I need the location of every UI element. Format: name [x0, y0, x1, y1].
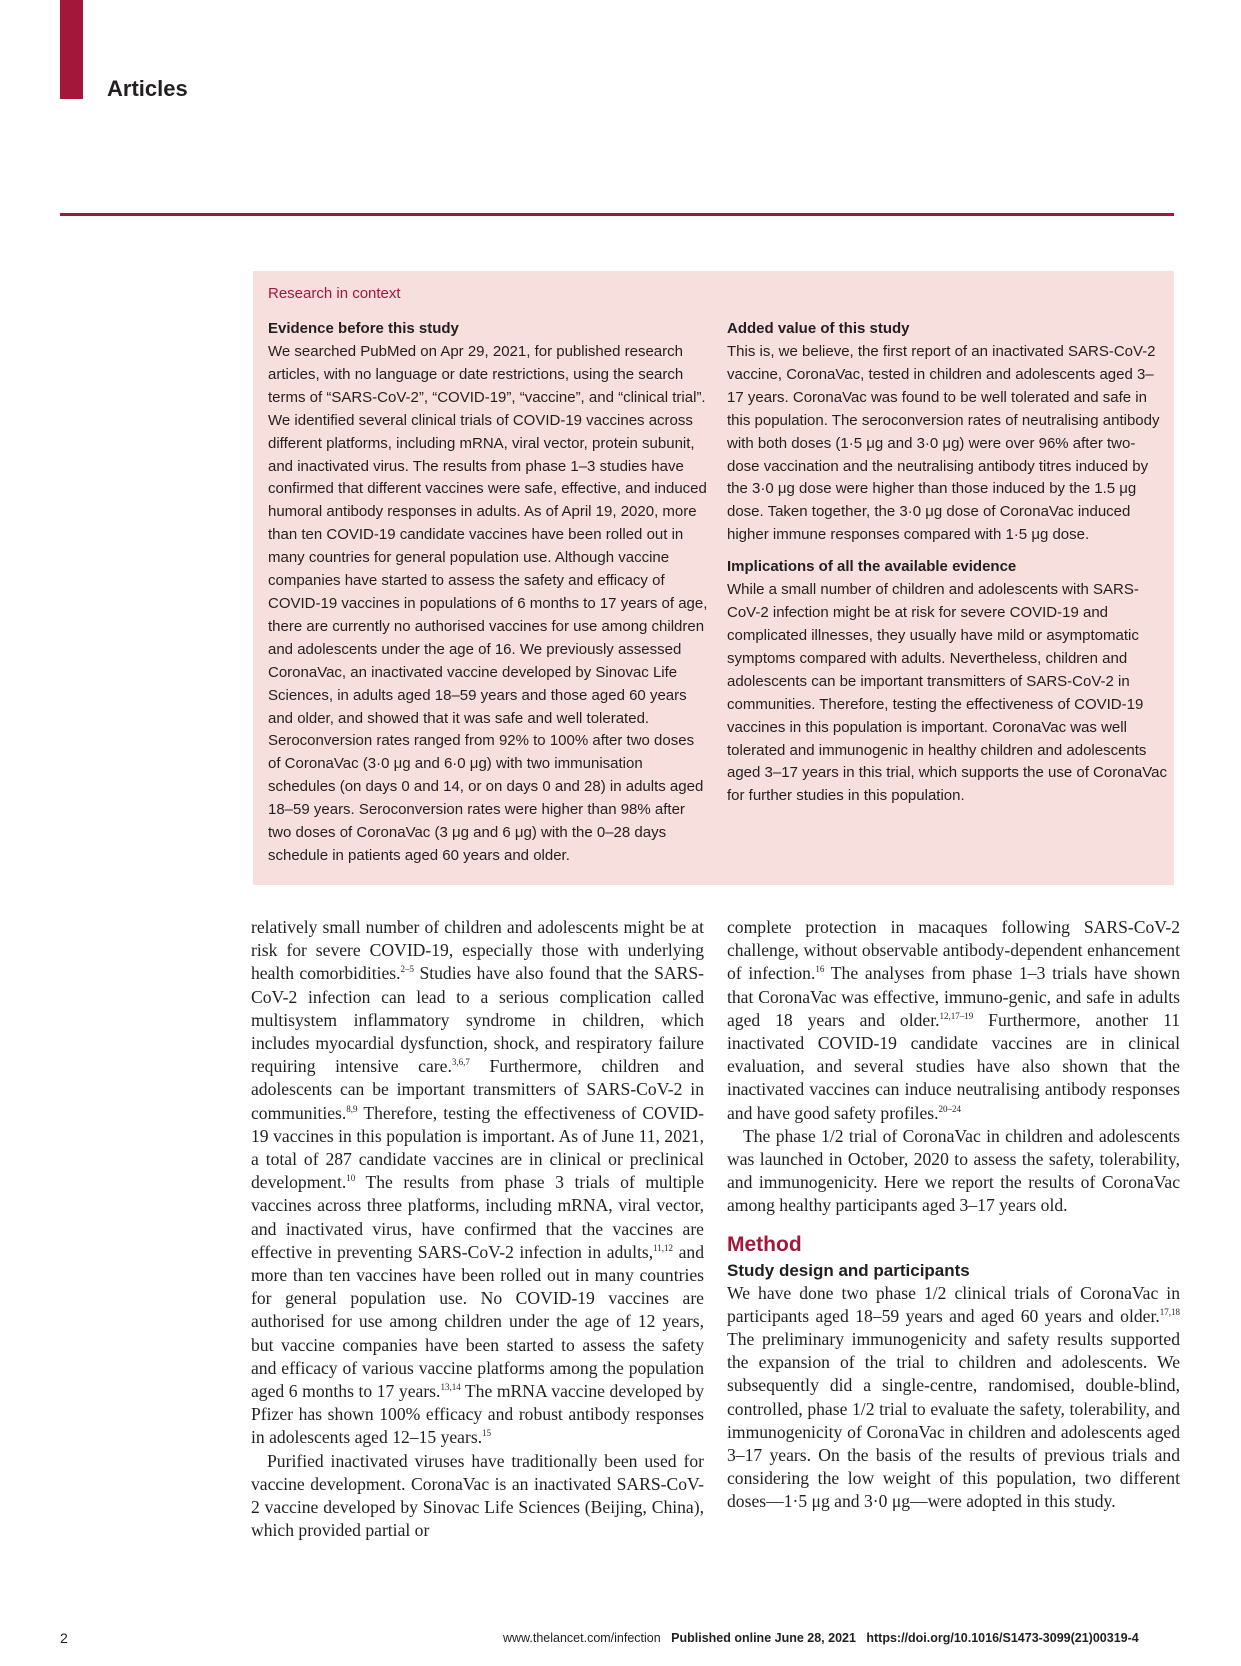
section-label: Articles — [107, 76, 188, 101]
added-value-column — [727, 319, 1167, 817]
implications-heading: Implications of all the available evidence — [727, 558, 1017, 576]
implications-text: While a small number of children and adolescents with SARS-CoV-2 infection might be at risk for severe COVID-19 and complicated illnesses, they usually have mild or asymptomatic symptoms compared with adults. Nevertheless, children and adolescents can be important transmitters of SARS-CoV-2 in communities. Therefore, testing the effectiveness of COVID-19 vaccines in this population is important. CoronaVac was well tolerated and immunogenic in healthy children and adolescents aged 3–17 years in this trial, which supports the use of CoronaVac for further studies in this population. — [727, 581, 1167, 805]
reference[interactable]: 15 — [482, 1428, 492, 1439]
reference[interactable]: 13,14 — [440, 1382, 461, 1393]
body-paragraph: The phase 1/2 trial of CoronaVac in children and adolescents was launched in October, 2020 to assess the safety, tolerability, and immunogenicity. Here we report the results of CoronaVac among healthy participants aged 3–17 years old. — [727, 1125, 1180, 1216]
header-rule — [60, 213, 1174, 216]
body-left-column — [251, 916, 704, 1542]
body-paragraph: relatively small number of children and adolescents might be at risk for severe COVID-19, especially those with underlying health comorbidities.$^{2-5}$ Studies have also found that the SARS-CoV-2 infection can lead to a serious complication called multisystem inflammatory syndrome in children, which includes myocardial dysfunction, shock, and respiratory failure requiring intensive care.$^{3,6,7}$ Furthermore, children and adolescents can be important transmitters of SARS-CoV-2 in communities.$^{8,9}$ Therefore, testing the effectiveness of COVID-19 vaccines in this population is important. As of June 11, 2021, a total of 287 candidate vaccines are in clinical or preclinical development.$^{10}$ The results from phase 3 trials of multiple vaccines across three platforms, including mRNA, viral vector, and inactivated virus, have confirmed that the vaccines are effective in preventing SARS-CoV-2 infection in adults,$^{11,12}$ and more than ten vaccines have been rolled out in many countries for general population use. No COVID-19 vaccines are authorised for use among children under the age of 12 years, but vaccine companies have been started to assess the safety and efficacy of various vaccine platforms among the population aged 6 months to 17 years.$^{13,14}$ The mRNA vaccine developed by Pfizer has shown 100% efficacy and robust antibody responses in adolescents aged 12–15 years.$^{15}$ — [251, 917, 705, 1448]
study-design-subheading: Study design and participants — [727, 1260, 970, 1280]
evidence-heading: Evidence before this study — [268, 320, 459, 337]
reference[interactable]: 2–5 — [400, 964, 415, 975]
body-paragraph: We have done two phase 1/2 clinical trials of CoronaVac in participants aged 18–59 years and aged 60 years and older.$^{17,18}$ The preliminary immunogenicity and safety results supported the expansion of the trial to children and adolescents. We subsequently did a single-centre, randomised, double-blind, controlled, phase 1/2 trial to evaluate the safety, tolerability, and immunogenicity of CoronaVac in children and adolescents aged 3–17 years. On the basis of the results of previous trials and considering the low weight of this population, two different doses—1·5 μg and 3·0 μg—were adopted in this study. — [727, 1282, 1180, 1512]
reference[interactable]: 3,6,7 — [451, 1057, 470, 1068]
added-value-heading: Added value of this study — [727, 320, 910, 337]
reference[interactable]: 16 — [815, 964, 825, 975]
reference[interactable]: 17,18 — [1159, 1306, 1180, 1317]
section-color-tab — [60, 0, 83, 99]
page-number: 2 — [60, 1630, 68, 1646]
doi-link[interactable]: https://doi.org/10.1016/S1473-3099(21)00319-4 — [866, 1631, 1139, 1645]
reference[interactable]: 8,9 — [346, 1103, 358, 1114]
reference[interactable]: 12,17–19 — [939, 1010, 974, 1021]
body-paragraph: Purified inactivated viruses have traditionally been used for vaccine development. CoronaVac is an inactivated SARS-CoV-2 vaccine developed by Sinovac Life Sciences (Beijing, China), which provided partial or — [251, 1450, 704, 1541]
body-right-column — [727, 916, 1180, 1514]
reference[interactable]: 20–24 — [938, 1103, 962, 1114]
reference[interactable]: 10 — [346, 1173, 356, 1184]
evidence-column — [268, 319, 708, 877]
published-date: Published online June 28, 2021 — [671, 1631, 856, 1645]
research-in-context-title: Research in context — [268, 285, 401, 302]
body-paragraph: complete protection in macaques following SARS-CoV-2 challenge, without observable antibody-dependent enhancement of infection.$^{16}$ The analyses from phase 1–3 trials have shown that CoronaVac was effective, immuno-genic, and safe in adults aged 18 years and older.$^{12,17-19}$ Furthermore, another 11 inactivated COVID-19 candidate vaccines are in clinical evaluation, and several studies have also shown that the inactivated vaccines can induce neutralising antibody responses and have good safety profiles.$^{20-24}$ — [727, 917, 1181, 1123]
added-value-text: This is, we believe, the first report of an inactivated SARS-CoV-2 vaccine, CoronaVac, tested in children and adolescents aged 3–17 years. CoronaVac was found to be well tolerated and safe in this population. The seroconversion rates of neutralising antibody with both doses (1·5 μg and 3·0 μg) were over 96% after two-dose vaccination and the neutralising antibody titres induced by the 3·0 μg dose were higher than those induced by the 1.5 μg dose. Taken together, the 3·0 μg dose of CoronaVac induced higher immune responses compared with 1·5 μg dose. — [727, 343, 1160, 544]
evidence-text: We searched PubMed on Apr 29, 2021, for published research articles, with no language or date restrictions, using the search terms of “SARS-CoV-2”, “COVID-19”, “vaccine”, and “clinical trial”. We identified several clinical trials of COVID-19 vaccines across different platforms, including mRNA, viral vector, protein subunit, and inactivated virus. The results from phase 1–3 studies have confirmed that different vaccines were safe, effective, and induced humoral antibody responses in adults. As of April 19, 2020, more than ten COVID-19 candidate vaccines have been rolled out in many countries for general population use. Although vaccine companies have started to assess the safety and efficacy of COVID-19 vaccines in populations of 6 months to 17 years of age, there are currently no authorised vaccines for use among children and adolescents under the age of 16. We previously assessed CoronaVac, an inactivated vaccine developed by Sinovac Life Sciences, in adults aged 18–59 years and those aged 60 years and older, and showed that it was safe and well tolerated. Seroconversion rates ranged from 92% to 100% after two doses of CoronaVac (3·0 μg and 6·0 μg) with two immunisation schedules (on days 0 and 14, or on days 0 and 28) in adults aged 18–59 years. Seroconversion rates were higher than 98% after two doses of CoronaVac (3 μg and 6 μg) with the 0–28 days schedule in patients aged 60 years and older. — [268, 343, 708, 864]
footer-citation — [503, 1631, 1139, 1645]
method-heading: Method — [727, 1232, 802, 1256]
journal-url[interactable]: www.thelancet.com/infection — [503, 1631, 661, 1645]
reference[interactable]: 11,12 — [653, 1242, 674, 1253]
